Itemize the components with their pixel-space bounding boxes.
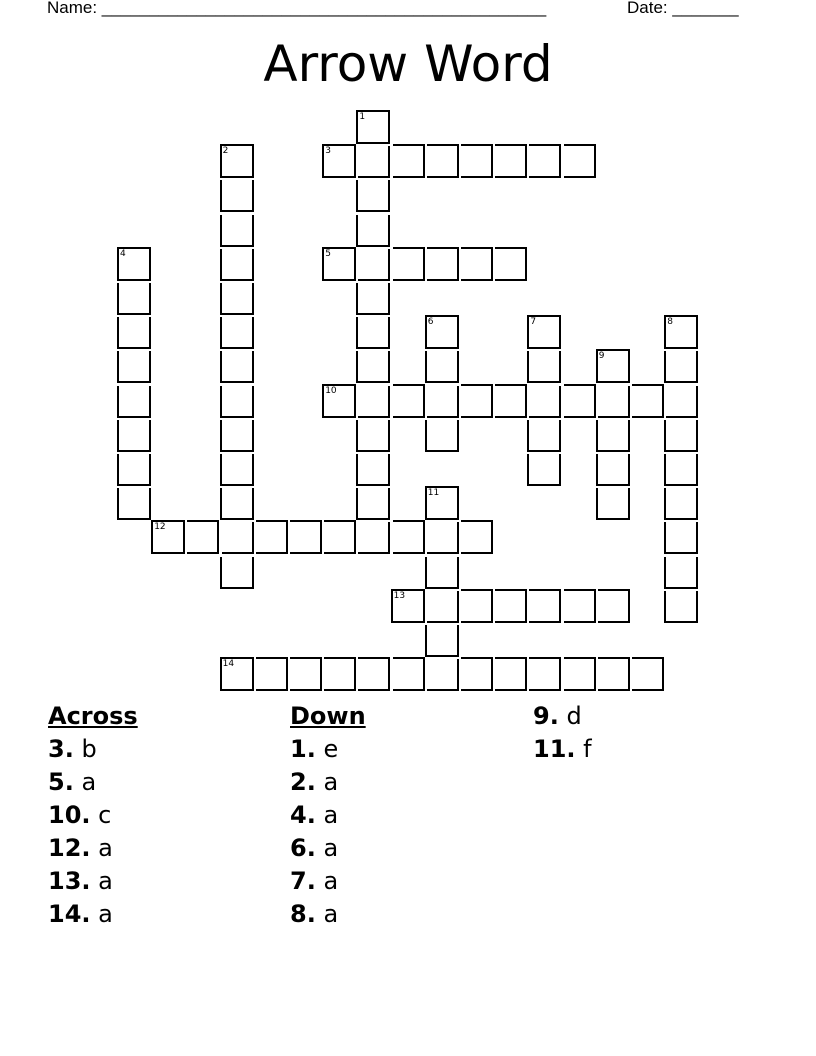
grid-cell[interactable] <box>220 215 254 247</box>
grid-cell[interactable] <box>358 386 390 418</box>
grid-cell[interactable] <box>220 283 254 315</box>
grid-cell[interactable] <box>529 144 561 178</box>
grid-cell[interactable] <box>117 283 151 315</box>
clue-text: c <box>98 801 112 829</box>
down-clues-continued <box>533 700 592 766</box>
grid-cell[interactable] <box>324 657 356 691</box>
clue-text: a <box>81 768 97 796</box>
grid-cell[interactable] <box>427 247 459 281</box>
grid-cell[interactable] <box>356 351 390 383</box>
across-clue <box>48 865 138 898</box>
grid-cell[interactable] <box>425 420 459 452</box>
clue-number: 13. <box>48 867 91 895</box>
grid-cell[interactable] <box>391 589 425 623</box>
grid-cell[interactable] <box>117 488 151 520</box>
clue-number-label: 14 <box>222 659 235 670</box>
grid-cell[interactable] <box>425 486 459 520</box>
down-clue <box>290 799 366 832</box>
grid-cell[interactable] <box>222 522 254 554</box>
grid-cell[interactable] <box>427 386 459 418</box>
page-title: Arrow Word <box>263 35 553 93</box>
grid-cell[interactable] <box>220 144 254 178</box>
grid-cell[interactable] <box>664 454 698 486</box>
grid-cell[interactable] <box>461 247 493 281</box>
across-clue <box>48 898 138 931</box>
grid-cell[interactable] <box>117 386 151 418</box>
grid-cell[interactable] <box>664 351 698 383</box>
clue-number: 1. <box>290 735 316 763</box>
clue-number-label: 13 <box>393 590 406 601</box>
clue-number: 6. <box>290 834 316 862</box>
clue-number: 10. <box>48 801 91 829</box>
clue-text: a <box>323 801 339 829</box>
clue-text: a <box>98 900 113 928</box>
grid-cell[interactable] <box>461 589 493 623</box>
clue-number-label: 9 <box>598 351 605 362</box>
clue-number-label: 12 <box>154 522 166 533</box>
grid-cell[interactable] <box>220 317 254 349</box>
grid-cell[interactable] <box>256 657 288 691</box>
date-field-label: Date: _______ <box>627 0 739 17</box>
clue-number-label: 6 <box>427 317 434 328</box>
clue-number-label: 3 <box>325 146 331 157</box>
across-clue <box>48 766 138 799</box>
clue-text: a <box>323 768 339 796</box>
grid-cell[interactable] <box>598 386 630 418</box>
grid-cell[interactable] <box>220 249 254 281</box>
grid-cell[interactable] <box>324 520 356 554</box>
clue-text: a <box>323 900 339 928</box>
grid-cell[interactable] <box>187 520 219 554</box>
clue-number: 4. <box>290 801 316 829</box>
clue-number: 12. <box>48 834 91 862</box>
grid-cell[interactable] <box>495 657 527 691</box>
grid-cell[interactable] <box>117 454 151 486</box>
down-clue <box>290 865 366 898</box>
grid-cell[interactable] <box>290 520 322 554</box>
down-clue <box>290 733 366 766</box>
grid-cell[interactable] <box>664 557 698 589</box>
grid-cell[interactable] <box>527 315 561 349</box>
clue-number-label: 7 <box>530 317 537 328</box>
grid-cell[interactable] <box>393 520 425 554</box>
clue-text: d <box>566 702 582 730</box>
grid-cell[interactable] <box>425 557 459 589</box>
grid-cell[interactable] <box>220 180 254 212</box>
clue-text: b <box>81 735 97 763</box>
grid-cell[interactable] <box>564 589 596 623</box>
clue-number: 3. <box>48 735 74 763</box>
grid-cell[interactable] <box>393 657 425 691</box>
across-heading: Across <box>48 702 138 730</box>
down-clue <box>290 766 366 799</box>
clue-number: 11. <box>533 735 576 763</box>
clue-number-label: 10 <box>325 385 337 396</box>
grid-cell[interactable] <box>632 384 664 418</box>
grid-cell[interactable] <box>356 488 390 520</box>
grid-cell[interactable] <box>564 384 596 418</box>
grid-cell[interactable] <box>356 454 390 486</box>
grid-cell[interactable] <box>495 384 527 418</box>
grid-cell[interactable] <box>117 420 151 452</box>
clue-number: 8. <box>290 900 316 928</box>
clue-number: 14. <box>48 900 91 928</box>
grid-cell[interactable] <box>356 283 390 315</box>
down-clue <box>533 700 592 733</box>
grid-cell[interactable] <box>220 420 254 452</box>
grid-cell[interactable] <box>461 384 493 418</box>
grid-cell[interactable] <box>427 144 459 178</box>
across-clue <box>48 799 138 832</box>
grid-cell[interactable] <box>427 522 459 554</box>
grid-cell[interactable] <box>117 351 151 383</box>
grid-cell[interactable] <box>461 657 493 691</box>
across-clues <box>48 700 138 931</box>
grid-cell[interactable] <box>356 420 390 452</box>
grid-cell[interactable] <box>322 144 356 178</box>
grid-cell[interactable] <box>393 144 425 178</box>
grid-cell[interactable] <box>393 384 425 418</box>
grid-cell[interactable] <box>220 386 254 418</box>
grid-cell[interactable] <box>632 657 664 691</box>
across-clue <box>48 832 138 865</box>
grid-cell[interactable] <box>356 317 390 349</box>
grid-cell[interactable] <box>358 146 390 178</box>
grid-cell[interactable] <box>322 384 356 418</box>
across-clue <box>48 733 138 766</box>
grid-cell[interactable] <box>427 659 459 691</box>
grid-cell[interactable] <box>220 557 254 589</box>
grid-cell[interactable] <box>529 386 561 418</box>
grid-cell[interactable] <box>425 315 459 349</box>
grid-cell[interactable] <box>564 144 596 178</box>
clue-text: a <box>323 834 339 862</box>
grid-cell[interactable] <box>322 247 356 281</box>
grid-cell[interactable] <box>495 144 527 178</box>
grid-cell[interactable] <box>527 420 561 452</box>
grid-cell[interactable] <box>461 144 493 178</box>
grid-cell[interactable] <box>596 349 630 383</box>
grid-cell[interactable] <box>664 522 698 554</box>
down-clue <box>533 733 592 766</box>
grid-cell[interactable] <box>596 488 630 520</box>
clue-number-label: 11 <box>427 488 440 499</box>
grid-cell[interactable] <box>664 488 698 520</box>
grid-cell[interactable] <box>220 351 254 383</box>
grid-cell[interactable] <box>664 591 698 623</box>
grid-cell[interactable] <box>495 247 527 281</box>
clue-number: 2. <box>290 768 316 796</box>
grid-cell[interactable] <box>664 420 698 452</box>
grid-cell[interactable] <box>596 420 630 452</box>
grid-cell[interactable] <box>664 315 698 349</box>
clue-text: a <box>98 834 113 862</box>
clue-text: a <box>98 867 113 895</box>
name-field-label: Name: _______________________________________________ <box>47 0 547 17</box>
grid-cell[interactable] <box>220 657 254 691</box>
grid-cell[interactable] <box>527 454 561 486</box>
grid-cell[interactable] <box>596 454 630 486</box>
down-clue <box>290 832 366 865</box>
clue-number-label: 8 <box>667 317 673 328</box>
down-clues <box>290 700 366 931</box>
grid-cell[interactable] <box>529 657 561 691</box>
grid-cell[interactable] <box>425 625 459 657</box>
grid-cell[interactable] <box>356 215 390 247</box>
grid-cell[interactable] <box>358 657 390 691</box>
grid-cell[interactable] <box>358 522 390 554</box>
grid-cell[interactable] <box>564 657 596 691</box>
grid-cell[interactable] <box>529 589 561 623</box>
grid-cell[interactable] <box>461 520 493 554</box>
grid-cell[interactable] <box>290 657 322 691</box>
down-clue <box>290 898 366 931</box>
grid-cell[interactable] <box>117 317 151 349</box>
grid-cell[interactable] <box>598 589 630 623</box>
grid-cell[interactable] <box>427 591 459 623</box>
clue-number: 9. <box>533 702 559 730</box>
grid-cell[interactable] <box>527 351 561 383</box>
grid-cell[interactable] <box>358 249 390 281</box>
grid-cell[interactable] <box>117 247 151 281</box>
clue-text: a <box>323 867 339 895</box>
down-heading: Down <box>290 702 366 730</box>
grid-cell[interactable] <box>425 351 459 383</box>
grid-cell[interactable] <box>151 520 185 554</box>
grid-cell[interactable] <box>393 247 425 281</box>
grid-cell[interactable] <box>495 589 527 623</box>
grid-cell[interactable] <box>356 180 390 212</box>
clue-number: 5. <box>48 768 74 796</box>
clue-text: e <box>323 735 339 763</box>
clue-number-label: 5 <box>325 248 331 259</box>
clue-number: 7. <box>290 867 316 895</box>
grid-cell[interactable] <box>598 657 630 691</box>
grid-cell[interactable] <box>256 520 288 554</box>
grid-cell[interactable] <box>220 488 254 520</box>
grid-cell[interactable] <box>220 454 254 486</box>
clue-text: f <box>583 735 592 763</box>
grid-cell[interactable] <box>666 386 698 418</box>
clue-number-label: 1 <box>359 112 366 122</box>
grid-cell[interactable] <box>356 110 390 144</box>
clue-number-label: 4 <box>120 248 126 259</box>
clue-number-label: 2 <box>222 146 229 157</box>
